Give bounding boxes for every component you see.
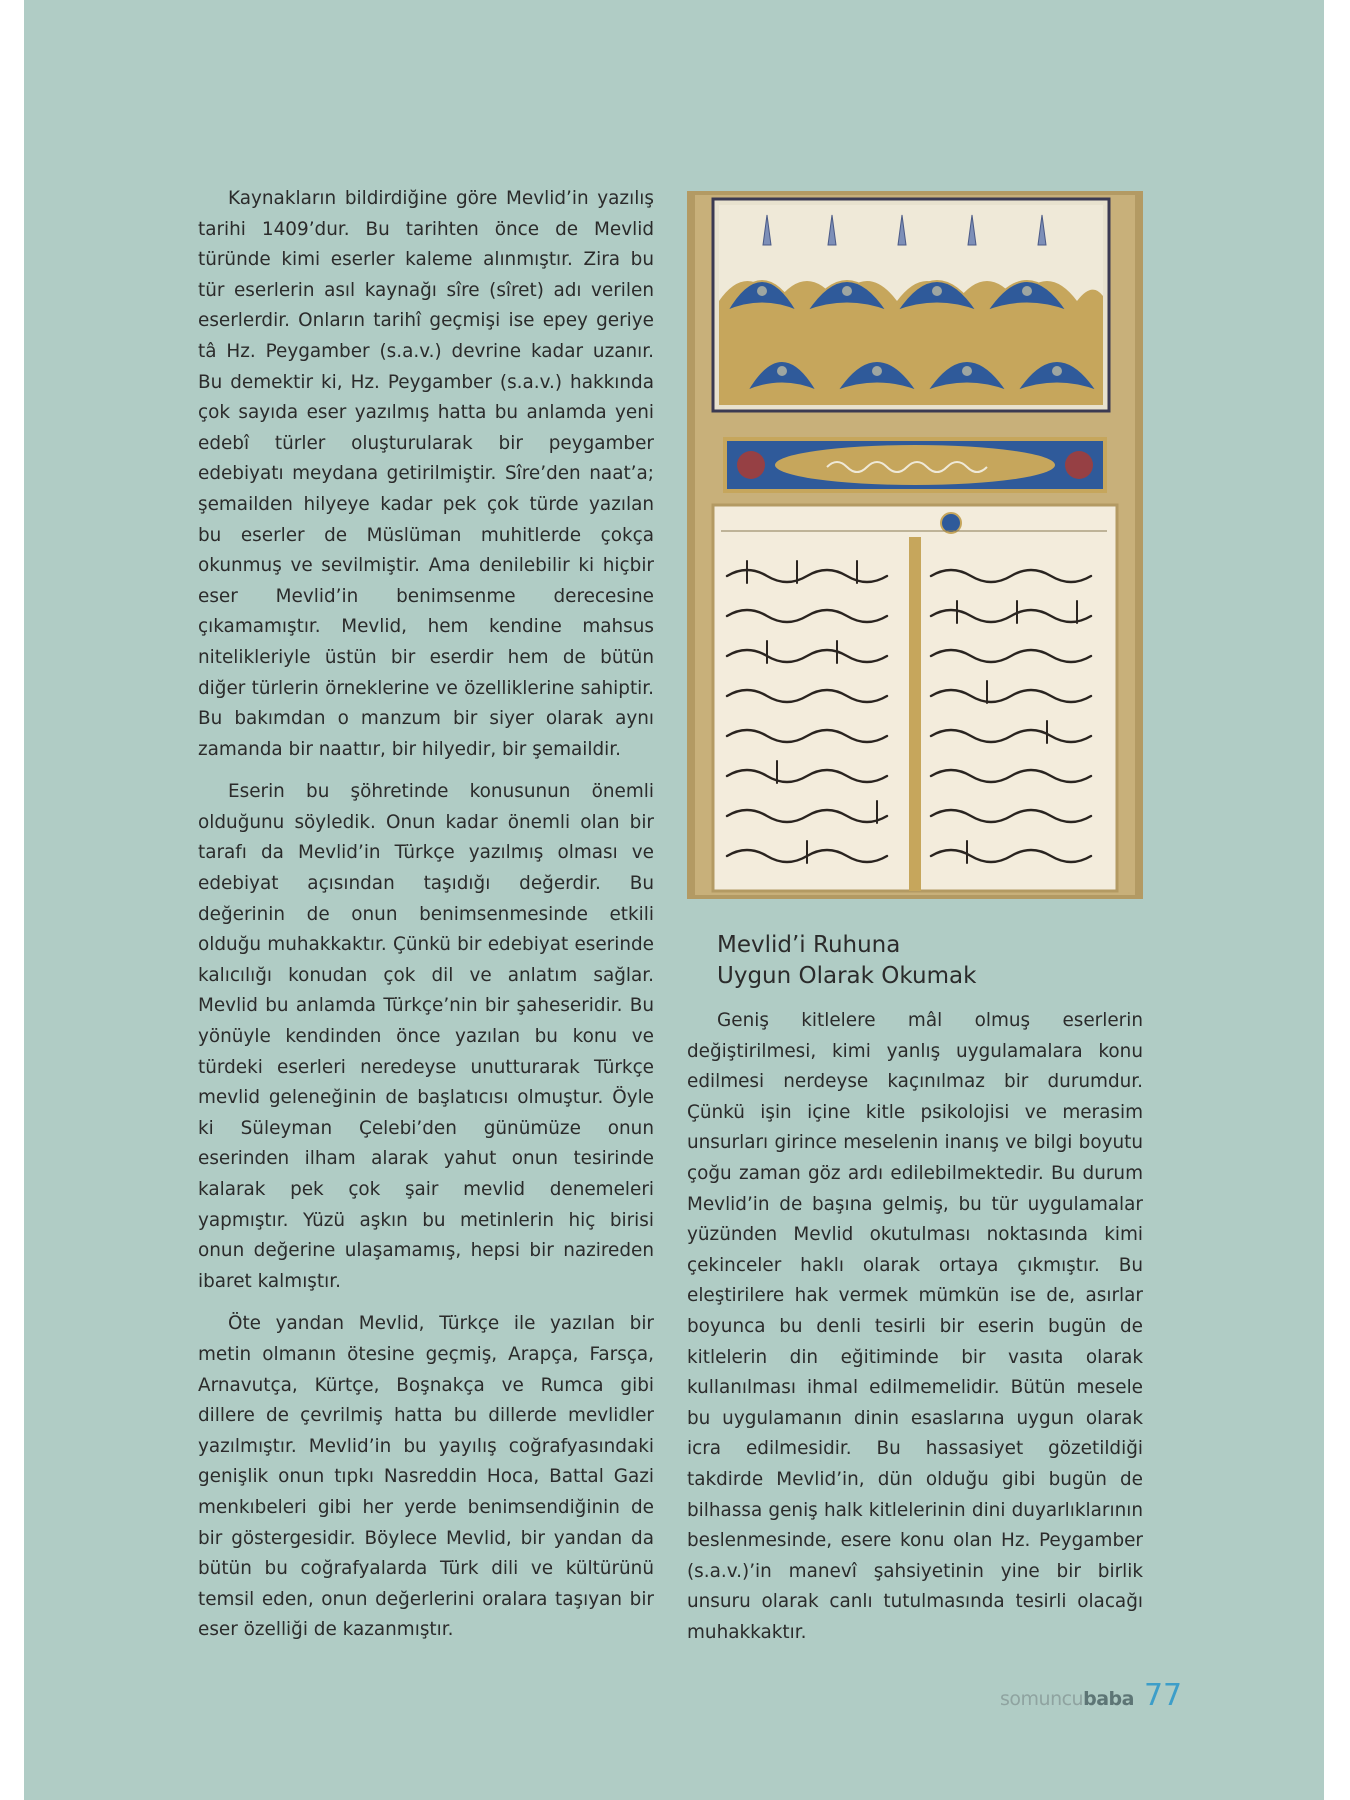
section-heading (717, 930, 1157, 992)
section-heading-line-1: Mevlid’i Ruhuna (717, 932, 901, 958)
page-number: 77 (1143, 1678, 1183, 1713)
paragraph-3: Öte yandan Mevlid, Türkçe ile yazılan bir metin olmanın ötesine geçmiş, Arapça, Farsça, Arnavutça, Kürtçe, Boşnakça ve Rumca gibi dillere de çevrilmiş hatta bu dillerde mevlidler yazılmıştır. Mevlid’in bu yayılış coğrafyasındaki genişlik onun tıpkı Nasreddin Hoca, Battal Gazi menkıbeleri gibi her yerde benimsendiğinin de bir göstergesidir. Böylece Mevlid, bir yandan da bütün bu coğrafyalarda Türk dili ve kültürünü temsil eden, onun değerlerini oralara taşıyan bir eser özelliği de kazanmıştır. (198, 1313, 654, 1641)
section-paragraph: Geniş kitlelere mâl olmuş eserlerin değiştirilmesi, kimi yanlış uygulamalara konu edilmesi nerdeyse kaçınılmaz bir durumdur. Çünkü işin içine kitle psikolojisi ve merasim unsurları girince meselenin inanış ve bilgi boyutu çoğu zaman göz ardı edilebilmektedir. Bu durum Mevlid’in de başına gelmiş, bu tür uygulamalar yüzünden Mevlid okutulması noktasında kimi çekinceler haklı olarak ortaya çıkmıştır. Bu eleştirilere hak vermek mümkün ise de, asırlar boyunca bu denli tesirli bir eserin bugün de kitlelerin din eğitiminde bir vasıta olarak kullanılması ihmal edilmemelidir. Bütün mesele bu uygulamanın dinin esaslarına uygun olarak icra edilmesidir. Bu hassasiyet gözetildiği takdirde Mevlid’in, dün olduğu gibi bugün de bilhassa geniş halk kitlelerinin dini duyarlıklarının beslenmesinde, esere konu olan Hz. Peygamber (s.a.v.)’in manevî şahsiyetinin yine bir birlik unsuru olarak canlı tutulmasında tesirli olacağı muhakkaktır. (687, 1010, 1143, 1643)
left-article-column (198, 184, 654, 1646)
magazine-brand-part-1: somuncu (1000, 1688, 1084, 1710)
page-footer (1000, 1678, 1182, 1718)
section-heading-line-2: Uygun Olarak Okumak (717, 963, 977, 989)
paragraph-2: Eserin bu şöhretinde konusunun önemli olduğunu söyledik. Onun kadar önemli olan bir tarafı da Mevlid’in Türkçe yazılmış olması ve edebiyat açısından taşıdığı değerdir. Bu değerinin de onun benimsenmesinde etkili olduğu muhakkaktır. Çünkü bir edebiyat eserinde kalıcılığı konudan çok dil ve anlatım sağlar. Mevlid bu anlamda Türkçe’nin bir şaheseridir. Bu yönüyle kendinden önce yazılan bu konu ve türdeki eserleri neredeyse unutturarak Türkçe mevlid geleneğinin de başlatıcısı olmuştur. Öyle ki Süleyman Çelebi’den günümüze onun eserinden ilham alarak yahut onun tesirinde kalarak pek çok şair mevlid denemeleri yapmıştır. Yüzü aşkın bu metinlerin hiç birisi onun değerine ulaşamamış, hepsi bir nazireden ibaret kalmıştır. (198, 781, 654, 1292)
magazine-page (24, 0, 1324, 1800)
magazine-brand-part-2: baba (1083, 1688, 1134, 1710)
paragraph-1: Kaynakların bildirdiğine göre Mevlid’in yazılış tarihi 1409’dur. Bu tarihten önce de Mevlid türünde kimi eserler kaleme alınmıştır. Zira bu tür eserlerin asıl kaynağı sîre (sîret) adı verilen eserlerdir. Onların tarihî geçmişi ise epey geriye tâ Hz. Peygamber (s.a.v.) devrine kadar uzanır. Bu demektir ki, Hz. Peygamber (s.a.v.) hakkında çok sayıda eser yazılmış hatta bu anlamda yeni edebî türler oluşturularak bir peygamber edebiyatı meydana getirilmiştir. Sîre’den naat’a; şemailden hilyeye kadar pek çok türde yazılan bu eserler de Müslüman muhitlerde çokça okunmuş ve sevilmiştir. Ama denilebilir ki hiçbir eser Mevlid’in benimsenme derecesine çıkamamıştır. Mevlid, hem kendine mahsus nitelikleriyle üstün bir eserdir hem de bütün diğer türlerin örneklerine ve özelliklerine sahiptir. Bu bakımdan o manzum bir siyer olarak aynı zamanda bir naattır, bir hilyedir, bir şemaildir. (198, 188, 654, 760)
right-article-column (687, 1006, 1143, 1648)
manuscript-illustration (687, 191, 1143, 899)
manuscript-illumination-image (687, 191, 1143, 899)
